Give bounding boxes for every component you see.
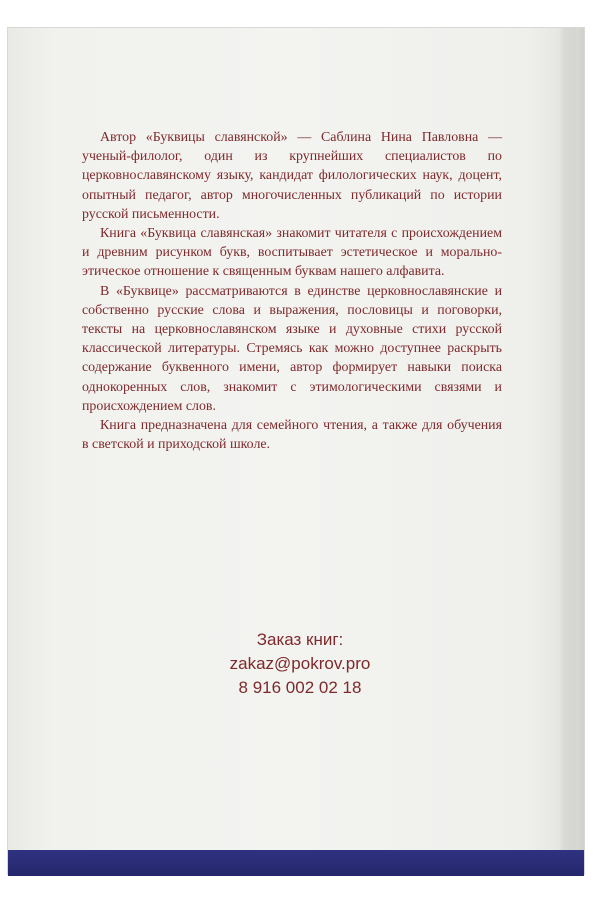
order-heading: Заказ книг: xyxy=(256,630,344,649)
annotation-text xyxy=(82,128,502,454)
order-phone: 8 916 002 02 18 xyxy=(238,678,362,697)
paragraph-book-intro: Книга «Буквица славянская» знакомит читателя с происхождением и древним рисунком букв, воспитывает эстетическое и морально-этическое отношение к священным буквам нашего алфавита. xyxy=(82,226,502,280)
paragraph-audience: Книга предназначена для семейного чтения, а также для обучения в светской и приходской школе. xyxy=(82,418,502,453)
order-info xyxy=(180,628,420,700)
spine-shadow xyxy=(558,28,576,874)
bottom-blue-band xyxy=(8,850,584,876)
paragraph-author: Автор «Буквицы славянской» — Саблина Нина Павловна — ученый-филолог, один из крупнейших специалистов по церковнославянскому языку, кандидат филологических наук, доцент, опытный педагог, автор многочисленных публикаций по истории русской письменности. xyxy=(82,130,502,222)
paragraph-content: В «Буквице» рассматриваются в единстве церковнославянские и собственно русские слова и выражения, пословицы и поговорки, тексты на церковнославянском языке и духовные стихи русской классической литературы. Стремясь как можно доступнее раскрыть содержание буквенного имени, автор формирует навыки поиска однокоренных слов, знакомит с этимологическими связями и происхождением слов. xyxy=(82,283,502,414)
order-email: zakaz@pokrov.pro xyxy=(229,654,371,673)
